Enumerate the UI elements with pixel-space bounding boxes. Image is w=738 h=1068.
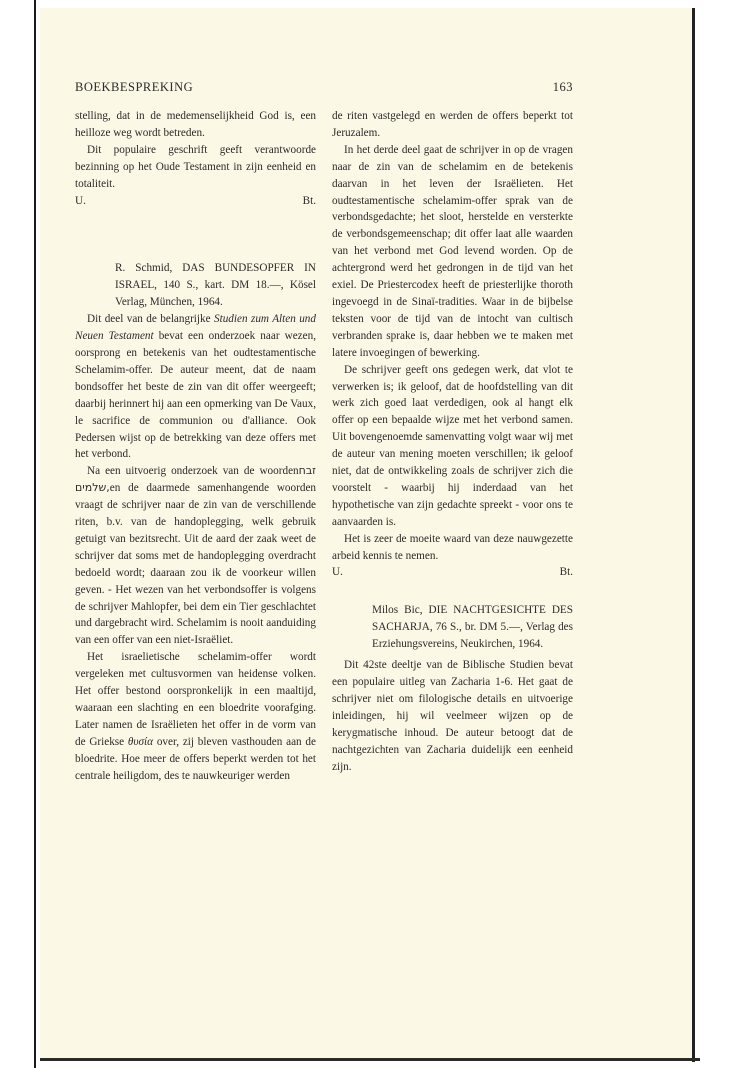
reviewer-signature xyxy=(75,193,316,210)
running-header xyxy=(75,80,573,98)
greek-word: θυσία xyxy=(127,735,154,748)
paragraph: Het is zeer de moeite waard van deze nauwgezette arbeid kennis te nemen. xyxy=(332,532,573,562)
paragraph: Dit deel van de belangrijke Studien zum Alten und Neuen Testament bevat een onderzoek naar wezen, oorsprong en betekenis van het oudtestamentische Schelamim-offer. De auteur meent, dat de naam bondsoffer het beste de zin van dit offer weergeeft; daarbij herinnert hij aan een opmerking van De Vaux, le sacrifice de communion ou d'alliance. Ook Pedersen wijst op de betrekking van deze offers met het verbond. xyxy=(75,313,316,461)
paragraph: stelling, dat in de medemenselijkheid God is, een heilloze weg wordt betreden. xyxy=(75,110,316,139)
paragraph: Dit populaire geschrift geeft verantwoorde bezinning op het Oude Testament in zijn eenheid en totaliteit. xyxy=(75,143,316,190)
series-title: Studien zum Alten und Neuen Testament xyxy=(75,313,316,343)
paragraph: De schrijver geeft ons gedegen werk, dat vlot te verwerken is; ik geloof, dat de hoofdstelling van dit werk zich goed laat verdedigen, ook al hangt elk offer op een bepaalde wijze met het verbond samen. Uit bovengenoemde samenvatting volgt waar wij met de auteur van mening moeten verschillen; ik geloof niet, dat de ontwikkeling zoals de schrijver zich die voorstelt - waarbij hij inderdaad van het hypothetische van zijn gedachte spreekt - voor ons te aanvaarden is. xyxy=(332,363,573,528)
scan-edge-right xyxy=(692,8,695,1062)
book-reference: Milos Bic, DIE NACHTGESICHTE DES SACHARJA, 76 S., br. DM 5.—, Verlag des Erziehungsvereins, Neukirchen, 1964. xyxy=(372,604,573,651)
paragraph: de riten vastgelegd en werden de offers beperkt tot Jeruzalem. xyxy=(332,110,573,139)
page-number: 163 xyxy=(552,80,573,94)
paragraph: Het israelietische schelamim-offer wordt vergeleken met cultusvormen van heidense volken. Het offer bestond oorspronkelijk in een maaltijd, waaraan een slachting en een bloedrite voorafging. Later namen de Israëlieten het offer in de vorm van de Griekse θυσία over, zij bleven vasthouden aan de bloedrite. Hoe meer de offers beperkt werden tot het centrale heiligdom, des te nauwkeuriger werden xyxy=(75,651,316,782)
left-column xyxy=(75,108,316,785)
paragraph: Dit 42ste deeltje van de Biblische Studien bevat een populaire uitleg van Zacharia 1-6. Het gaat de schrijver niet om filologische details en uitvoerige inleidingen, hij wil veelmeer wijzen op de kerygmatische inhoud. De auteur betoogt dat de nachtgezichten van Zacharia duidelijk een eenheid zijn. xyxy=(332,659,573,773)
signature-left: U. xyxy=(332,566,343,579)
signature-right: Bt. xyxy=(559,566,573,579)
reviewer-signature xyxy=(332,564,573,581)
paragraph: In het derde deel gaat de schrijver in op de vragen naar de zin van de schelamim en de betekenis daarvan in het leven der Israëlieten. Het oudtestamentische schelamim-offer sprak van de verbondsgedachte; het sloot, herstelde en versterkte de verbondsgemeenschap; dit offer laat alle waarden van het verbond met God levend worden. Op de achtergrond werd het gedrongen in de tijd van het exiel. De Priestercodex heeft de priesterlijke thoroth ingevoegd in de Sinaï-tradities. Waar in de bijbelse teksten voor de tijd van de intocht van cultisch verbranden sprake is, daar hebben we te maken met latere invoegingen of bewerking. xyxy=(332,143,573,359)
paragraph: Na een uitvoerig onderzoek van de woordenזבח ,שלמיםen de daarmede samenhangende woorden vraagt de schrijver naar de zin van de verschillende riten, b.v. van de handoplegging, welk gebruik getuigt van bezitsrecht. Uit de aard der zaak weet de schrijver dat soms met de handoplegging overdracht bedoeld wordt; daaraan zou ik de voorkeur willen geven. - Het wezen van het verbondsoffer is volgens de schrijver Mahlopfer, bei dem ein Tier geschlachtet und dargebracht wird. Schelamim is nooit aanduiding van een offer van een niet-Israëliet. xyxy=(75,464,316,647)
book-reference: R. Schmid, DAS BUNDESOPFER IN ISRAEL, 140 S., kart. DM 18.—, Kösel Verlag, München, 1964. xyxy=(115,262,316,309)
hebrew-words: זבח ,שלמים xyxy=(75,464,316,495)
scan-edge-left xyxy=(34,0,36,1068)
right-column xyxy=(332,108,573,775)
signature-right: Bt. xyxy=(302,194,316,207)
scan-edge-bottom xyxy=(40,1058,700,1061)
section-title: BOEKBESPREKING xyxy=(75,80,194,94)
signature-left: U. xyxy=(75,194,86,207)
